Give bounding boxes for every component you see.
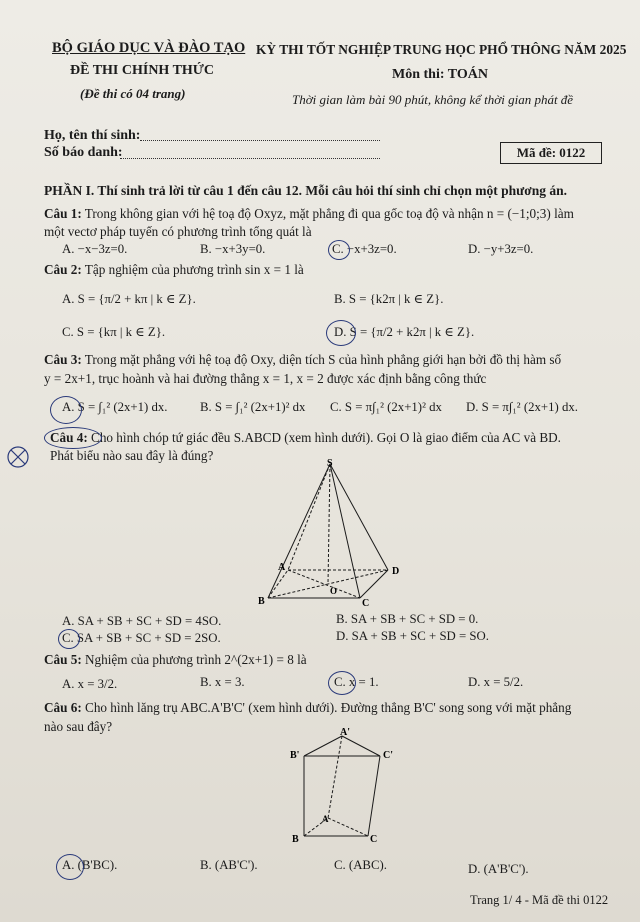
q4-option-c[interactable]: C. SA + SB + SC + SD = 2SO.: [62, 631, 221, 645]
prism-label-c-prime: C': [383, 750, 393, 761]
q1-option-a[interactable]: A. −x−3z=0.: [62, 242, 128, 256]
q2-option-a[interactable]: A. S = {π/2 + kπ | k ∈ Z}.: [62, 292, 196, 306]
q1-option-d[interactable]: D. −y+3z=0.: [468, 242, 534, 256]
q6-option-b[interactable]: B. (AB'C').: [200, 858, 258, 872]
q5-option-d[interactable]: D. x = 5/2.: [468, 675, 524, 689]
q5-answer-mark: [328, 671, 356, 695]
q6-option-a[interactable]: A. (B'BC).: [62, 858, 118, 872]
ministry-name: BỘ GIÁO DỤC VÀ ĐÀO TẠO: [52, 40, 246, 56]
subject-label: Môn thi: TOÁN: [392, 67, 488, 82]
pyr-label-o: O: [330, 586, 338, 596]
prism-label-a: A: [322, 814, 329, 824]
official-label: ĐỀ THI CHÍNH THỨC: [70, 63, 215, 78]
prism-label-c: C: [370, 834, 378, 845]
candidate-id-label: Số báo danh:: [44, 145, 123, 160]
q2-option-d[interactable]: D. S = {π/2 + k2π | k ∈ Z}.: [334, 325, 475, 339]
q5-option-a[interactable]: A. x = 3/2.: [62, 677, 118, 691]
q2-option-b[interactable]: B. S = {k2π | k ∈ Z}.: [334, 292, 444, 306]
q1-text1: Trong không gian với hệ toạ độ Oxyz, mặt phẳng đi qua gốc toạ độ và nhận n = (−1;0;3) làm: [84, 206, 574, 221]
q5-option-b[interactable]: B. x = 3.: [200, 675, 245, 689]
page-footer: Trang 1/ 4 - Mã đề thi 0122: [470, 893, 609, 907]
q4-option-b[interactable]: B. SA + SB + SC + SD = 0.: [336, 612, 479, 626]
q6-text2: nào sau đây?: [44, 719, 113, 734]
q3-option-c[interactable]: C. S = π∫₁² (2x+1)² dx: [330, 400, 442, 414]
pages-note: (Đề thi có 04 trang): [80, 86, 186, 101]
prism-label-a-prime: A': [340, 727, 350, 738]
q4-cross-mark: [6, 445, 30, 469]
pyr-label-c: C: [362, 598, 370, 609]
candidate-name-line[interactable]: [140, 128, 380, 141]
q6-option-c[interactable]: C. (ABC).: [334, 858, 387, 872]
q3-option-b[interactable]: B. S = ∫₁² (2x+1)² dx: [200, 400, 306, 414]
q3-option-d[interactable]: D. S = π∫₁² (2x+1) dx.: [466, 400, 578, 414]
q3-label: Câu 3:: [44, 352, 82, 367]
q2-answer-mark: [326, 320, 356, 346]
q3-text2: y = 2x+1, trục hoành và hai đường thẳng x = 1, x = 2 được xác định bằng công thức: [44, 371, 487, 386]
q2-text1: Tập nghiệm của phương trình sin x = 1 là: [84, 262, 304, 277]
q4-option-a[interactable]: A. SA + SB + SC + SD = 4SO.: [62, 614, 222, 628]
q5-option-c[interactable]: C. x = 1.: [334, 675, 379, 689]
part1-title: PHẦN I. Thí sinh trả lời từ câu 1 đến câu 12. Mỗi câu hỏi thí sinh chỉ chọn một phương án.: [44, 183, 567, 198]
q4-text1: Cho hình chóp tứ giác đều S.ABCD (xem hình dưới). Gọi O là giao điểm của AC và BD.: [91, 430, 561, 445]
exam-code-box: Mã đề: 0122: [500, 142, 602, 164]
q3-option-a[interactable]: A. S = ∫₁² (2x+1) dx.: [62, 400, 168, 414]
q3-answer-mark: [50, 396, 82, 424]
q3-text1: Trong mặt phẳng với hệ toạ độ Oxy, diện tích S của hình phẳng giới hạn bởi đồ thị hàm số: [84, 352, 562, 367]
pyr-label-s: S: [327, 458, 333, 469]
q4-text2: Phát biểu nào sau đây là đúng?: [50, 448, 214, 463]
q6-line1: [44, 700, 571, 716]
q5-line1: [44, 652, 307, 668]
q4-line1: [50, 430, 561, 446]
q5-label: Câu 5:: [44, 652, 82, 667]
prism-label-b-prime: B': [290, 750, 300, 761]
q5-text1: Nghiệm của phương trình 2^(2x+1) = 8 là: [85, 652, 307, 667]
q6-option-d[interactable]: D. (A'B'C').: [468, 862, 529, 876]
q2-option-c[interactable]: C. S = {kπ | k ∈ Z}.: [62, 325, 166, 339]
q1-option-b[interactable]: B. −x+3y=0.: [200, 242, 266, 256]
prism-label-b: B: [292, 834, 299, 845]
q1-line1: [44, 206, 574, 222]
pyramid-figure: [250, 458, 420, 610]
q2-line1: [44, 262, 304, 278]
candidate-name-label: Họ, tên thí sinh:: [44, 128, 141, 143]
prism-figure: [280, 726, 410, 850]
time-note: Thời gian làm bài 90 phút, không kể thời gian phát đề: [292, 92, 574, 107]
candidate-id-line[interactable]: [120, 146, 380, 159]
q4-option-d[interactable]: D. SA + SB + SC + SD = SO.: [336, 629, 489, 643]
q1-label: Câu 1:: [44, 206, 82, 221]
q1-option-c[interactable]: C. −x+3z=0.: [332, 242, 397, 256]
q1-text2: một vectơ pháp tuyến có phương trình tổng quát là: [44, 224, 312, 239]
q1-answer-mark: [328, 240, 350, 260]
q6-text1: Cho hình lăng trụ ABC.A'B'C' (xem hình dưới). Đường thẳng B'C' song song với mặt phẳng: [85, 700, 572, 715]
q2-label: Câu 2:: [44, 262, 82, 277]
q4-label: Câu 4:: [50, 430, 88, 445]
pyr-label-b: B: [258, 596, 265, 607]
q4-label-mark: [44, 427, 102, 449]
q3-line1: [44, 352, 561, 368]
q6-answer-mark: [56, 854, 84, 880]
pyr-label-a: A: [278, 562, 286, 573]
q6-label: Câu 6:: [44, 700, 82, 715]
q4-answer-mark: [58, 629, 80, 649]
exam-title: KỲ THI TỐT NGHIỆP TRUNG HỌC PHỔ THÔNG NĂM 2025: [256, 42, 627, 57]
pyr-label-d: D: [392, 566, 400, 577]
